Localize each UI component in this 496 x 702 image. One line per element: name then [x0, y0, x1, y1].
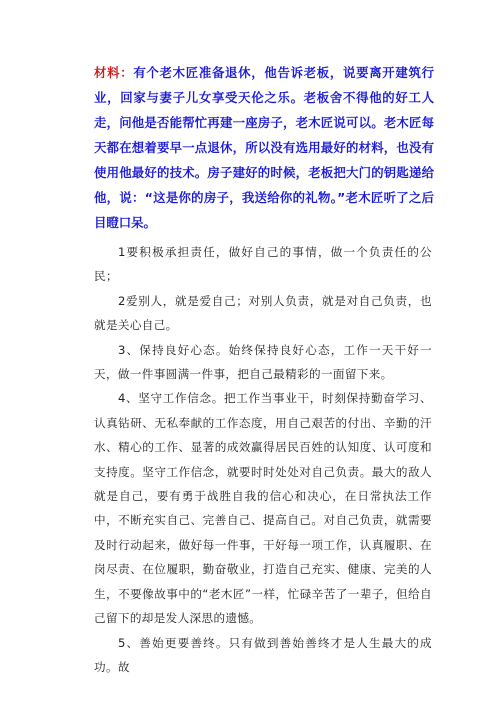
point-5: 5、善始更要善终。只有做到善始善终才是人生最大的成功。故 — [94, 635, 432, 674]
point-4: 4、坚守工作信念。把工作当事业干，时刻保持勤奋学习、认真钻研、无私奉献的工作态度，用自己艰苦的付出、辛勤的汗水、精心的工作、显著的成效赢得居民百姓的认知度、认可度和支持度。坚守工作信念，就要时时处处对自己负责。最大的敌人就是自己，要有勇于战胜自我的信心和决心，在日常执法工作中，不断充实自己、完善自己、提高自己。对自己负责，就需要及时行动起来，做好每一件事，干好每一项工作，认真履职、在岗尽责、在位履职，勤奋敬业，打造自己充实、健康、完美的人生，不要像故事中的“老木匠”一样，忙碌辛苦了一辈子，但给自己留下的却是发人深思的遗憾。 — [94, 391, 432, 626]
material-text: 有个老木匠准备退休，他告诉老板，说要离开建筑行业，回家与妻子儿女享受天伦之乐。老板舍不得他的好工人走，问他是否能帮忙再建一座房子，老木匠说可以。老木匠每天都在想着要早一点退休，所以没有选用最好的材料，也没有使用他最好的技术。房子建好的时候，老板把大门的钥匙递给他，说：“这是你的房子，我送给你的礼物。”老木匠听了之后目瞪口呆。 — [94, 65, 435, 230]
point-1: 1要积极承担责任，做好自己的事情，做一个负责任的公民； — [94, 245, 432, 284]
material-paragraph — [94, 60, 434, 235]
point-3: 3、保持良好心态。始终保持良好心态，工作一天干好一天，做一件事圆满一件事，把自己最精彩的一面留下来。 — [94, 342, 432, 382]
material-label: 材料： — [94, 65, 134, 80]
points-section — [94, 240, 432, 679]
point-2: 2爱别人，就是爱自己；对别人负责，就是对自己负责，也就是关心自己。 — [94, 293, 432, 333]
